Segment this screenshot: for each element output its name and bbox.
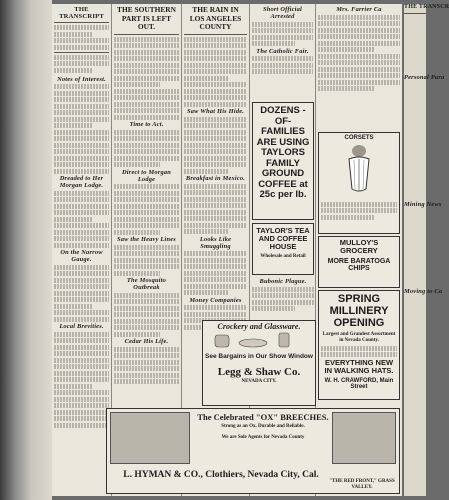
column-1 — [52, 4, 112, 496]
col5-headline: Mrs. Farrier Ca — [336, 6, 382, 13]
col2-headline-c: Saw the Heavy Lines — [116, 236, 176, 243]
legg-shaw-ad — [202, 320, 316, 406]
col3-headline-line2: LOS ANGELES COUNTY — [189, 13, 242, 31]
breeches-left-illustration — [110, 412, 190, 464]
col1-headline-c: On the Narrow Gauge. — [60, 249, 103, 263]
breeches-title: The Celebrated "OX" BREECHES. — [197, 412, 329, 422]
crockery-title: Crockery and Glassware. — [217, 322, 301, 331]
tea-house-ad — [252, 223, 314, 275]
col3-headline-b: Breakfast in Mexico. — [185, 175, 246, 182]
col2-headline-e: Cedar His Life. — [124, 338, 169, 345]
col3-headline-d: Money Companies — [189, 296, 242, 304]
tea-house-sub: Wholesale and Retail — [260, 253, 306, 259]
col2-headline-d: The Mosquito Outbreak — [126, 277, 167, 291]
col5-headline-b: Mining News — [404, 201, 442, 208]
legg-shaw-city: NEVADA CITY. — [241, 378, 277, 384]
corset-title: CORSETS — [344, 135, 374, 141]
col1-headline-d: Local Brevities. — [59, 323, 104, 330]
walking-hats: EVERYTHING NEW IN WALKING HATS. — [324, 358, 394, 375]
sole-agents: We are Sole Agents for Nevada County — [221, 434, 305, 440]
col5-headline-c: Moving to Ca — [404, 288, 443, 295]
millinery-title: SPRING MILLINERY OPENING — [329, 293, 389, 329]
masthead-left: THE TRANSCRIPT — [59, 6, 104, 20]
crawford: W. H. CRAWFORD, Main Street — [324, 377, 394, 391]
col4-headline: Short Official Arrested — [262, 6, 303, 20]
grocery-sub: MORE BARATOGA CHIPS — [327, 257, 391, 273]
legg-shaw-title: Legg & Shaw Co. — [217, 366, 301, 379]
millinery-ad — [318, 290, 400, 400]
col3-headline-a: Saw What His Hide. — [186, 108, 245, 115]
crockery-illustration — [209, 331, 309, 349]
col4-headline-b: Bubonic Plague. — [259, 278, 307, 285]
col1-headline-b: Dreaded to Her Morgan Lodge. — [59, 175, 104, 189]
grocery-title: MULLOY'S GROCERY — [339, 238, 379, 255]
hyman-clothiers: L. HYMAN & CO., Clothiers, Nevada City, Cal. — [123, 470, 319, 480]
bargains-title: See Bargains in Our Show Window — [205, 353, 313, 361]
binding-edge — [0, 0, 52, 500]
red-front: "THE RED FRONT," GRASS VALLEY. — [329, 479, 395, 490]
col1-headline-a: Notes of Interest. — [57, 75, 106, 83]
corset-ad — [318, 132, 400, 234]
ox-team-illustration — [332, 412, 396, 464]
corset-illustration — [341, 143, 377, 195]
col2-headline-a: Time to Act. — [129, 121, 164, 128]
col4-headline-a: The Catholic Fair. — [256, 47, 309, 55]
millinery-sub: Largest and Grandest Assortment in Nevada County. — [322, 332, 396, 343]
newspaper-page — [52, 4, 402, 496]
grocery-ad — [318, 236, 400, 288]
coffee-ad-text: DOZENS -OF- FAMILIES ARE USING TAYLORS FAMILY GROUND COFFEE at 25c per lb. — [256, 105, 310, 200]
tea-house-title: TAYLOR'S TEA AND COFFEE HOUSE — [256, 226, 310, 251]
col5-headline-a: Personal Para — [404, 74, 445, 81]
coffee-ad — [252, 102, 314, 220]
adjacent-page — [404, 4, 449, 496]
plague-article — [252, 278, 314, 318]
masthead-right: THE TRANSCR — [404, 4, 449, 10]
breeches-banner — [106, 408, 400, 494]
col3-headline-c: Looks Like Smuggling — [199, 235, 232, 250]
col3-headline-line1: THE RAIN IN — [192, 5, 239, 14]
col2-main-headline: THE SOUTHERN PART IS LEFT OUT. — [117, 5, 176, 31]
col2-headline-b: Direct to Morgan Lodge — [121, 168, 171, 183]
breeches-sub: Strong as an Ox. Durable and Reliable. — [221, 423, 305, 429]
